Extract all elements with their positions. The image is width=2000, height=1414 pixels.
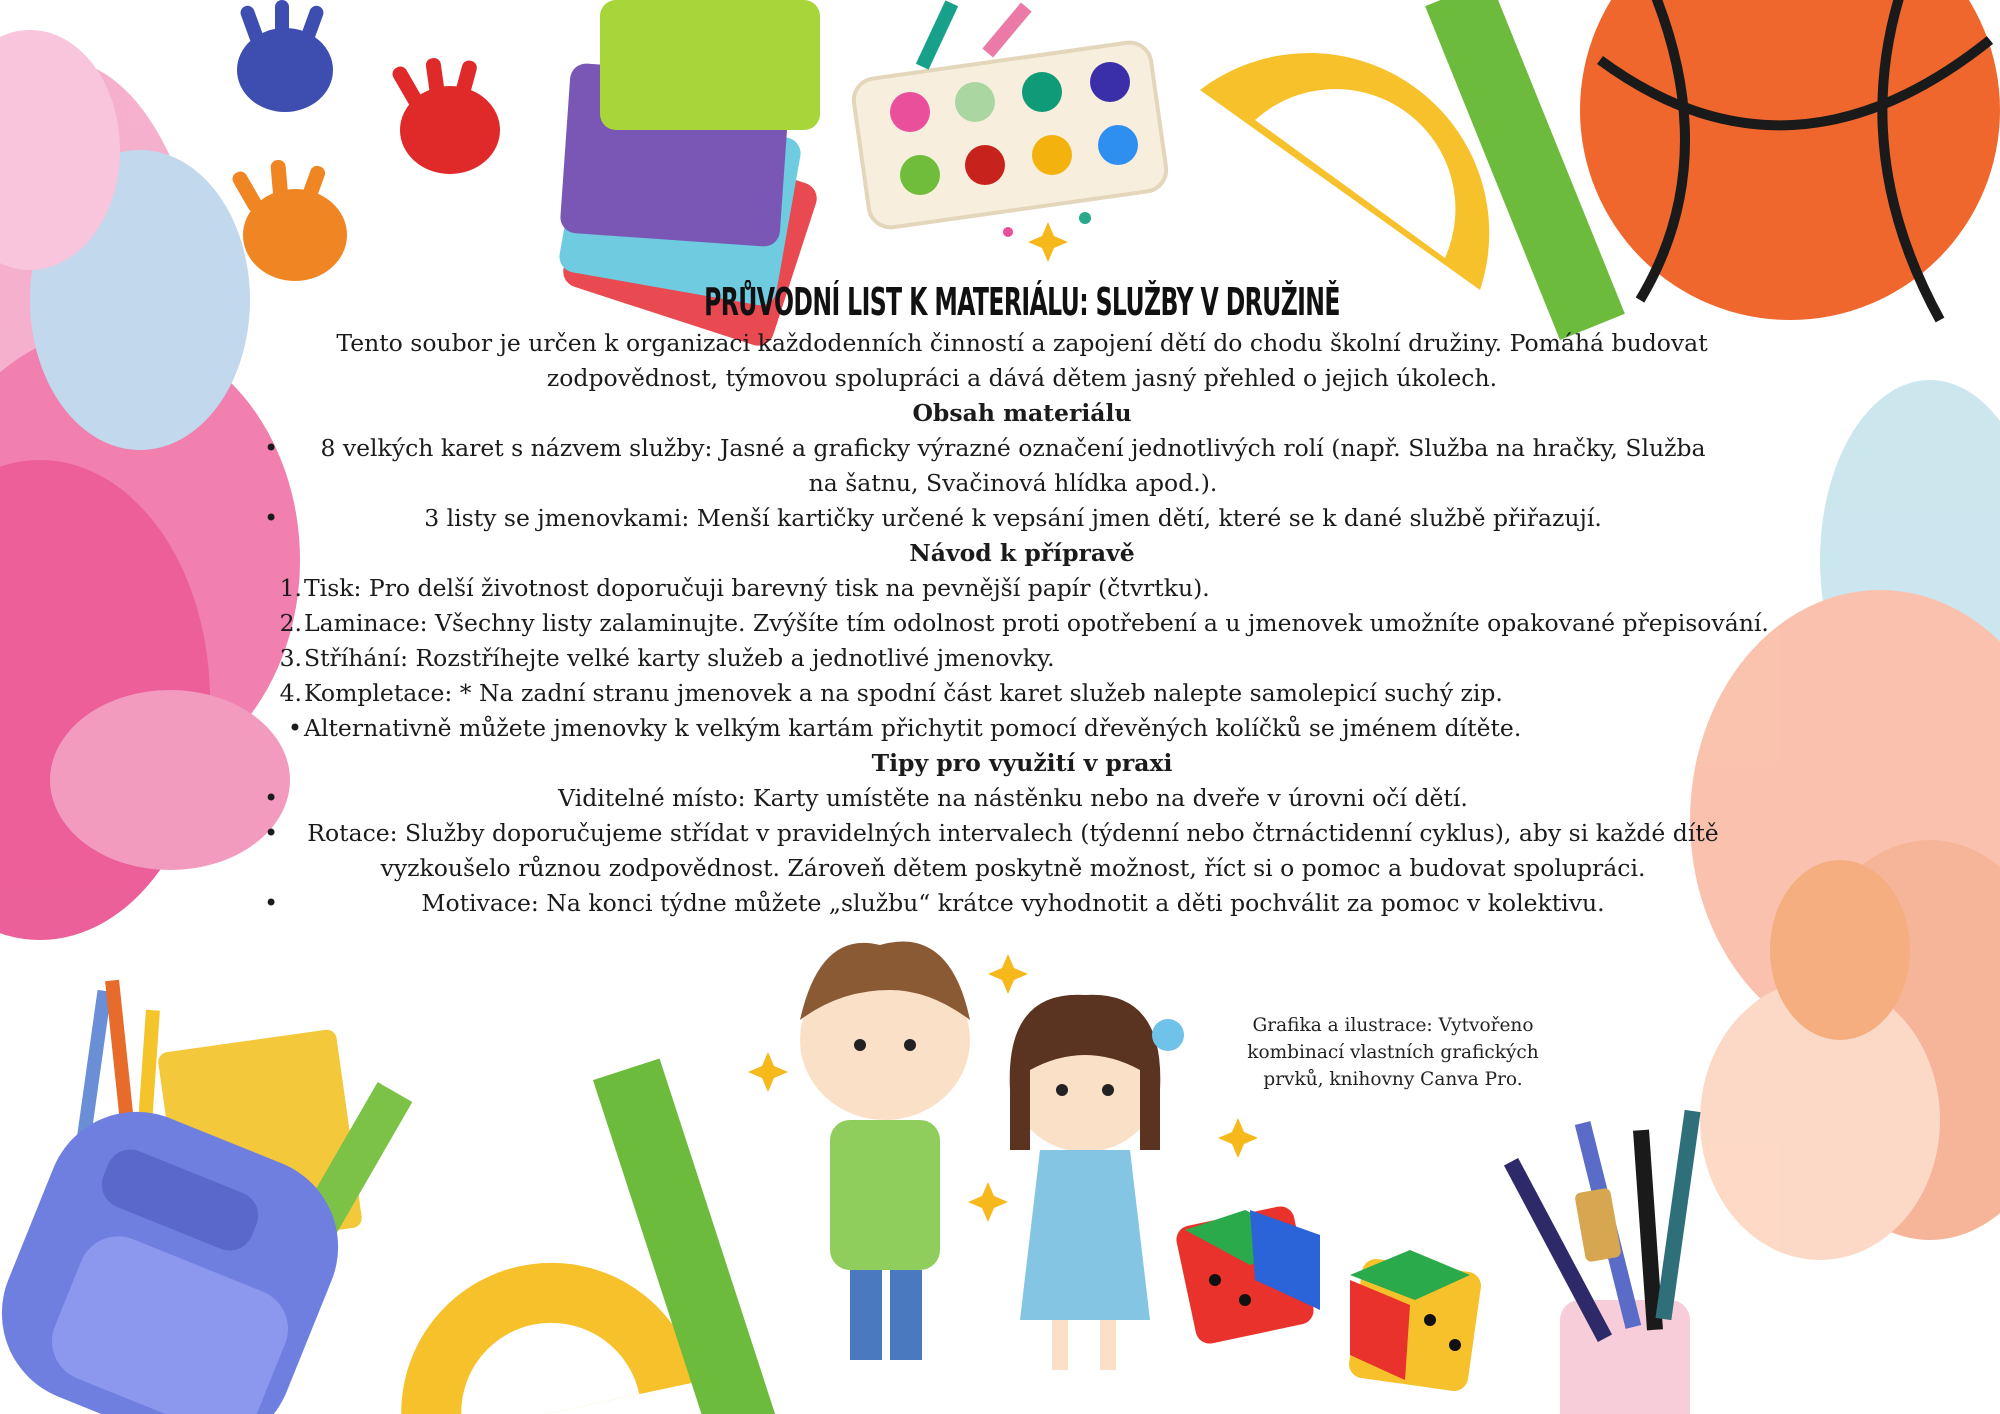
step-text: Kompletace: * Na zadní stranu jmenovek a na spodní část karet služeb nalepte samolepicí suchý zip. [304, 679, 1503, 707]
list-item: • Rotace: Služby doporučujeme střídat v pravidelných intervalech (týdenní nebo čtrnáctidenní cyklus), aby si každé dítě vyzkoušelo různou zodpovědnost. Zároveň dětem poskytně možnost, říct si o pomoc a budovat spolupráci. [262, 816, 1782, 886]
step-text: Tisk: Pro delší životnost doporučuji barevný tisk na pevnější papír (čtvrtku). [304, 574, 1210, 602]
step-text: Laminace: Všechny listy zalaminujte. Zvýšíte tím odolnost proti opotřebení a u jmenovek umožníte opakované přepisování. [304, 609, 1769, 637]
left-watercolor [0, 30, 300, 940]
step-text: Alternativně můžete jmenovky k velkým kartám přichytit pomocí dřevěných kolíčků se jménem dítěte. [304, 714, 1522, 742]
handprint-icon [230, 0, 500, 281]
preparation-steps [262, 571, 1782, 746]
tips-heading: Tipy pro využití v praxi [871, 749, 1173, 777]
list-item: • Motivace: Na konci týdne můžete „službu“ krátce vyhodnotit a děti pochválit za pomoc v kolektivu. [262, 886, 1782, 921]
protractor-icon [1200, 53, 1489, 290]
intro-paragraph: Tento soubor je určen k organizaci každodenních činností a zapojení dětí do chodu školní družiny. Pomáhá budovat zodpovědnost, týmovou spolupráci a dává dětem jasný přehled o jejich úkolech. [336, 329, 1708, 392]
girl-illustration [1010, 995, 1184, 1370]
step-marker: 3. [279, 644, 302, 672]
list-item [274, 711, 1782, 746]
list-item [274, 606, 1782, 641]
step-text: Stříhání: Rozstříhejte velké karty služeb a jednotlivé jmenovky. [304, 644, 1055, 672]
document-body [262, 282, 1782, 921]
preparation-heading: Návod k přípravě [909, 539, 1135, 567]
tips-list [262, 781, 1782, 921]
boy-illustration [800, 942, 970, 1360]
step-marker: 4. [279, 679, 302, 707]
dice-icon [1174, 1204, 1483, 1393]
protractor-icon [373, 1235, 698, 1414]
paint-palette-icon [851, 0, 1169, 230]
step-marker: 2. [279, 609, 302, 637]
contents-heading: Obsah materiálu [912, 399, 1132, 427]
list-item [274, 676, 1782, 711]
paintbrush-jar-icon [1504, 1110, 1701, 1414]
contents-list [262, 431, 1782, 536]
page-title: PRŮVODNÍ LIST K MATERIÁLU: SLUŽBY V DRUŽINĚ [704, 280, 1340, 324]
step-marker: • [287, 714, 302, 742]
list-item: • 8 velkých karet s názvem služby: Jasné a graficky výrazné označení jednotlivých rolí (např. Služba na hračky, Služba na šatnu, Svačinová hlídka apod.). [262, 431, 1782, 501]
basketball-icon [1580, 0, 2000, 320]
list-item [274, 571, 1782, 606]
credit-note: Grafika a ilustrace: Vytvořeno kombinací vlastních grafických prvků, knihovny Canva Pro. [1247, 1015, 1539, 1090]
list-item [274, 641, 1782, 676]
list-item: • 3 listy se jmenovkami: Menší kartičky určené k vepsání jmen dětí, které se k dané službě přiřazují. [262, 501, 1782, 536]
list-item: • Viditelné místo: Karty umístěte na nástěnku nebo na dveře v úrovni očí dětí. [262, 781, 1782, 816]
step-marker: 1. [279, 574, 302, 602]
